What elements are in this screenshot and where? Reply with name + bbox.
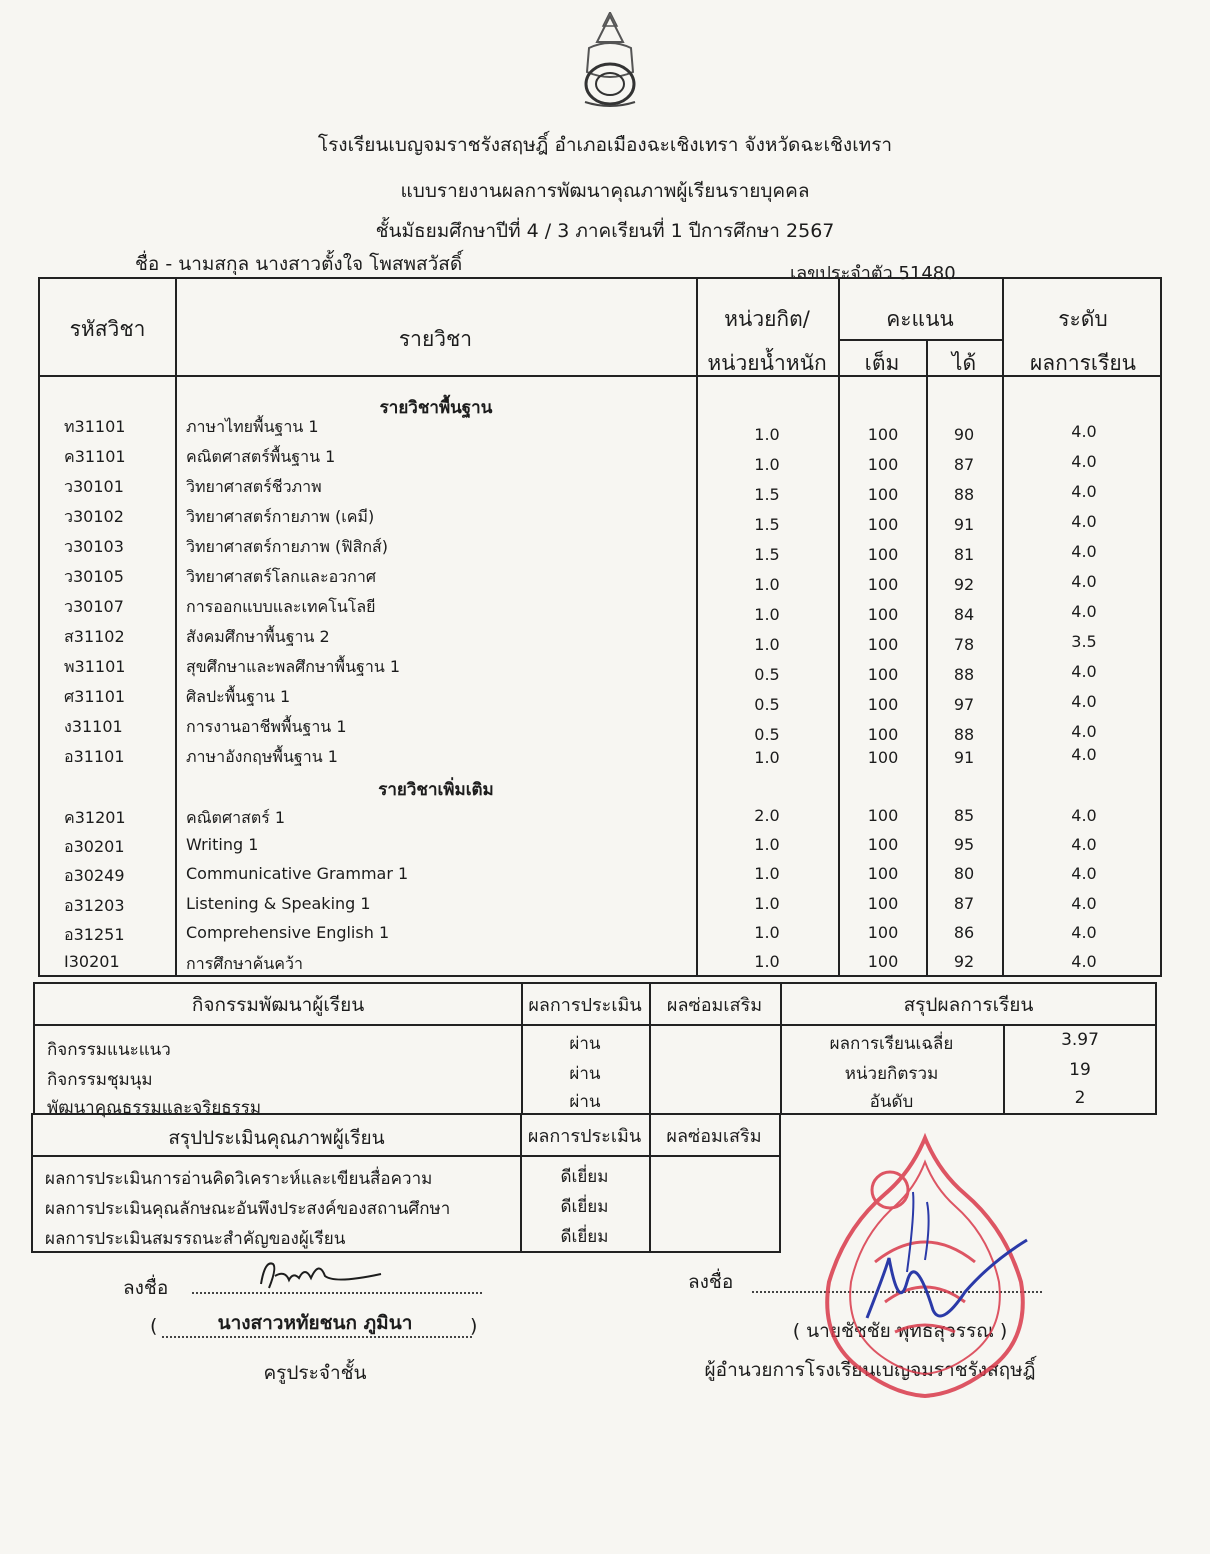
subject-credit: 1.0	[754, 635, 780, 654]
subject-name: Listening & Speaking 1	[186, 894, 371, 913]
table-row	[40, 806, 1160, 835]
score-got: 85	[953, 806, 975, 825]
subject-credit: 1.0	[754, 425, 780, 444]
summary-label: ผลการเรียนเฉลี่ย	[829, 1034, 954, 1054]
table-row	[40, 595, 1160, 624]
header-credit-2: หน่วยน้ำหนัก	[707, 351, 827, 375]
table-row	[40, 835, 1160, 864]
score-got: 91	[953, 748, 975, 767]
grade-level: 4.0	[1071, 542, 1097, 561]
subject-name: Communicative Grammar 1	[186, 864, 409, 883]
subject-credit: 1.0	[754, 748, 780, 767]
score-got: 86	[953, 923, 975, 942]
subject-name: การงานอาชีพพื้นฐาน 1	[186, 717, 347, 736]
score-got: 92	[953, 952, 975, 971]
subject-code: ว30103	[64, 537, 124, 556]
header-remedial: ผลซ่อมเสริม	[666, 1126, 762, 1147]
table-row	[40, 864, 1160, 893]
class-term-line: ชั้นมัธยมศึกษาปีที่ 4 / 3 ภาคเรียนที่ 1 ปีการศึกษา 2567	[375, 220, 835, 242]
subject-name: การออกแบบและเทคโนโลยี	[186, 597, 376, 616]
score-full: 100	[867, 835, 899, 854]
subject-credit: 1.5	[754, 485, 780, 504]
teacher-name: นางสาวหทัยชนก ภูมินา	[217, 1312, 413, 1334]
summary-label: หน่วยกิตรวม	[844, 1064, 939, 1084]
summary-value: 3.97	[1061, 1030, 1099, 1050]
grade-level: 4.0	[1071, 602, 1097, 621]
subject-credit: 1.0	[754, 952, 780, 971]
score-full: 100	[867, 605, 899, 624]
activities-table	[33, 982, 1157, 1118]
score-full: 100	[867, 952, 899, 971]
subject-credit: 1.5	[754, 545, 780, 564]
subject-name: Writing 1	[186, 835, 259, 854]
subject-credit: 0.5	[754, 695, 780, 714]
subject-name: คณิตศาสตร์พื้นฐาน 1	[186, 447, 336, 466]
director-sign-label: ลงชื่อ	[688, 1271, 734, 1293]
group-basic-label: รายวิชาพื้นฐาน	[379, 398, 493, 418]
subject-name: ศิลปะพื้นฐาน 1	[186, 687, 291, 706]
score-got: 88	[953, 725, 975, 744]
table-row	[40, 715, 1160, 744]
quality-item: ผลการประเมินคุณลักษณะอันพึงประสงค์ของสถานศึกษา	[45, 1199, 451, 1219]
subject-name: วิทยาศาสตร์โลกและอวกาศ	[186, 567, 376, 586]
header-quality: สรุปประเมินคุณภาพผู้เรียน	[168, 1127, 385, 1149]
score-full: 100	[867, 748, 899, 767]
subject-name: การศึกษาค้นคว้า	[186, 954, 303, 973]
subject-name: Comprehensive English 1	[186, 923, 390, 942]
official-seal-stamp-icon	[815, 1132, 1035, 1402]
grade-level: 4.0	[1071, 482, 1097, 501]
subject-code: อ31101	[64, 747, 125, 766]
score-full: 100	[867, 725, 899, 744]
activity-name: พัฒนาคุณธรรมและจริยธรรม	[47, 1098, 262, 1118]
subject-name: คณิตศาสตร์ 1	[186, 808, 286, 827]
table-row	[40, 952, 1160, 981]
subject-code: ค31201	[64, 808, 126, 827]
table-row	[40, 535, 1160, 564]
subject-credit: 1.0	[754, 455, 780, 474]
subject-code: ว30102	[64, 507, 124, 526]
header-full: เต็ม	[864, 351, 900, 375]
subject-code: พ31101	[64, 657, 126, 676]
activity-result: ผ่าน	[569, 1092, 601, 1112]
table-row	[40, 415, 1160, 444]
table-row	[40, 685, 1160, 714]
grade-level: 4.0	[1071, 452, 1097, 471]
subject-name: วิทยาศาสตร์กายภาพ (เคมี)	[186, 507, 375, 526]
activity-name: กิจกรรมแนะแนว	[47, 1040, 171, 1060]
header-result: ผลการประเมิน	[527, 1126, 642, 1147]
grade-level: 3.5	[1071, 632, 1097, 651]
score-got: 95	[953, 835, 975, 854]
activity-result: ผ่าน	[569, 1034, 601, 1054]
header-subject: รายวิชา	[398, 327, 473, 351]
score-got: 87	[953, 894, 975, 913]
score-got: 97	[953, 695, 975, 714]
score-full: 100	[867, 894, 899, 913]
subject-code: I30201	[64, 952, 120, 971]
score-got: 91	[953, 515, 975, 534]
score-got: 88	[953, 665, 975, 684]
score-got: 81	[953, 545, 975, 564]
teacher-role: ครูประจำชั้น	[263, 1362, 367, 1384]
header-credit-1: หน่วยกิต/	[724, 307, 810, 331]
grade-level: 4.0	[1071, 894, 1097, 913]
score-full: 100	[867, 575, 899, 594]
grade-level: 4.0	[1071, 572, 1097, 591]
subject-code: ค31101	[64, 447, 126, 466]
score-full: 100	[867, 806, 899, 825]
grades-table	[38, 277, 1162, 977]
score-full: 100	[867, 665, 899, 684]
table-row	[40, 745, 1160, 774]
report-title: แบบรายงานผลการพัฒนาคุณภาพผู้เรียนรายบุคคล	[400, 180, 810, 202]
grade-level: 4.0	[1071, 952, 1097, 971]
quality-item: ผลการประเมินการอ่านคิดวิเคราะห์และเขียนสื่อความ	[45, 1169, 433, 1189]
subject-name: ภาษาอังกฤษพื้นฐาน 1	[186, 747, 338, 766]
subject-credit: 1.0	[754, 575, 780, 594]
header-remedial: ผลซ่อมเสริม	[666, 995, 763, 1016]
subject-name: สุขศึกษาและพลศึกษาพื้นฐาน 1	[186, 657, 401, 676]
activity-name: กิจกรรมชุมนุม	[47, 1070, 153, 1090]
header-got: ได้	[951, 351, 977, 375]
quality-result: ดีเยี่ยม	[560, 1197, 609, 1217]
grade-level: 4.0	[1071, 662, 1097, 681]
subject-credit: 1.0	[754, 605, 780, 624]
subject-code: อ31251	[64, 925, 125, 944]
score-full: 100	[867, 515, 899, 534]
grade-level: 4.0	[1071, 923, 1097, 942]
subject-credit: 1.0	[754, 923, 780, 942]
student-name: ชื่อ - นามสกุล นางสาวตั้งใจ โพสพสวัสดิ์	[135, 253, 463, 275]
grade-level: 4.0	[1071, 835, 1097, 854]
table-row	[40, 475, 1160, 504]
table-row	[40, 655, 1160, 684]
header-result: ผลการประเมิน	[528, 995, 642, 1016]
group-additional-label: รายวิชาเพิ่มเติม	[378, 780, 494, 800]
header-code: รหัสวิชา	[69, 317, 146, 341]
score-full: 100	[867, 864, 899, 883]
grade-level: 4.0	[1071, 722, 1097, 741]
teacher-sign-label: ลงชื่อ	[123, 1277, 169, 1299]
score-full: 100	[867, 923, 899, 942]
score-full: 100	[867, 485, 899, 504]
header-score: คะแนน	[886, 307, 954, 331]
score-got: 80	[953, 864, 975, 883]
score-got: 92	[953, 575, 975, 594]
subject-name: ภาษาไทยพื้นฐาน 1	[186, 417, 319, 436]
subject-credit: 2.0	[754, 806, 780, 825]
activity-result: ผ่าน	[569, 1064, 601, 1084]
header-level-2: ผลการเรียน	[1029, 351, 1137, 375]
score-got: 90	[953, 425, 975, 444]
summary-value: 2	[1074, 1088, 1086, 1108]
score-full: 100	[867, 455, 899, 474]
score-got: 78	[953, 635, 975, 654]
grade-level: 4.0	[1071, 422, 1097, 441]
score-got: 87	[953, 455, 975, 474]
table-row	[40, 505, 1160, 534]
subject-code: อ30201	[64, 837, 125, 856]
subject-credit: 1.0	[754, 864, 780, 883]
subject-code: อ30249	[64, 866, 125, 885]
subject-name: วิทยาศาสตร์ชีวภาพ	[186, 477, 322, 496]
subject-name: วิทยาศาสตร์กายภาพ (ฟิสิกส์)	[186, 537, 389, 556]
grade-level: 4.0	[1071, 745, 1097, 764]
table-row	[40, 625, 1160, 654]
table-row	[40, 445, 1160, 474]
subject-code: ท31101	[64, 417, 126, 436]
summary-value: 19	[1069, 1060, 1091, 1080]
header-activity: กิจกรรมพัฒนาผู้เรียน	[191, 994, 365, 1016]
subject-name: สังคมศึกษาพื้นฐาน 2	[186, 627, 330, 646]
director-role: ผู้อำนวยการโรงเรียนเบญจมราชรังสฤษฎิ์	[704, 1359, 1036, 1381]
table-row	[40, 565, 1160, 594]
score-full: 100	[867, 425, 899, 444]
score-full: 100	[867, 695, 899, 714]
subject-code: ศ31101	[64, 687, 126, 706]
grade-level: 4.0	[1071, 864, 1097, 883]
school-name: โรงเรียนเบญจมราชรังสฤษฎิ์ อำเภอเมืองฉะเชิงเทรา จังหวัดฉะเชิงเทรา	[317, 134, 893, 156]
grade-level: 4.0	[1071, 806, 1097, 825]
quality-assessment-table	[31, 1113, 781, 1253]
summary-label: อันดับ	[869, 1092, 914, 1112]
table-row	[40, 923, 1160, 952]
director-name: ( นายชัชชัย พุทธสุวรรณ )	[792, 1320, 1008, 1342]
subject-credit: 0.5	[754, 725, 780, 744]
quality-result: ดีเยี่ยม	[560, 1227, 609, 1247]
teacher-signature-icon	[255, 1254, 385, 1294]
subject-credit: 1.0	[754, 894, 780, 913]
score-full: 100	[867, 545, 899, 564]
score-got: 88	[953, 485, 975, 504]
header-summary: สรุปผลการเรียน	[903, 994, 1034, 1016]
subject-code: ง31101	[64, 717, 123, 736]
subject-code: ส31102	[64, 627, 125, 646]
student-id: เลขประจำตัว 51480	[790, 263, 956, 284]
score-got: 84	[953, 605, 975, 624]
grade-level: 4.0	[1071, 512, 1097, 531]
subject-credit: 0.5	[754, 665, 780, 684]
subject-credit: 1.5	[754, 515, 780, 534]
quality-result: ดีเยี่ยม	[560, 1167, 609, 1187]
table-row	[40, 894, 1160, 923]
header-level-1: ระดับ	[1058, 307, 1108, 331]
score-full: 100	[867, 635, 899, 654]
subject-code: ว30101	[64, 477, 124, 496]
grade-level: 4.0	[1071, 692, 1097, 711]
quality-item: ผลการประเมินสมรรถนะสำคัญของผู้เรียน	[45, 1229, 346, 1249]
subject-credit: 1.0	[754, 835, 780, 854]
school-emblem-icon	[567, 12, 653, 112]
subject-code: อ31203	[64, 896, 125, 915]
subject-code: ว30105	[64, 567, 124, 586]
subject-code: ว30107	[64, 597, 124, 616]
